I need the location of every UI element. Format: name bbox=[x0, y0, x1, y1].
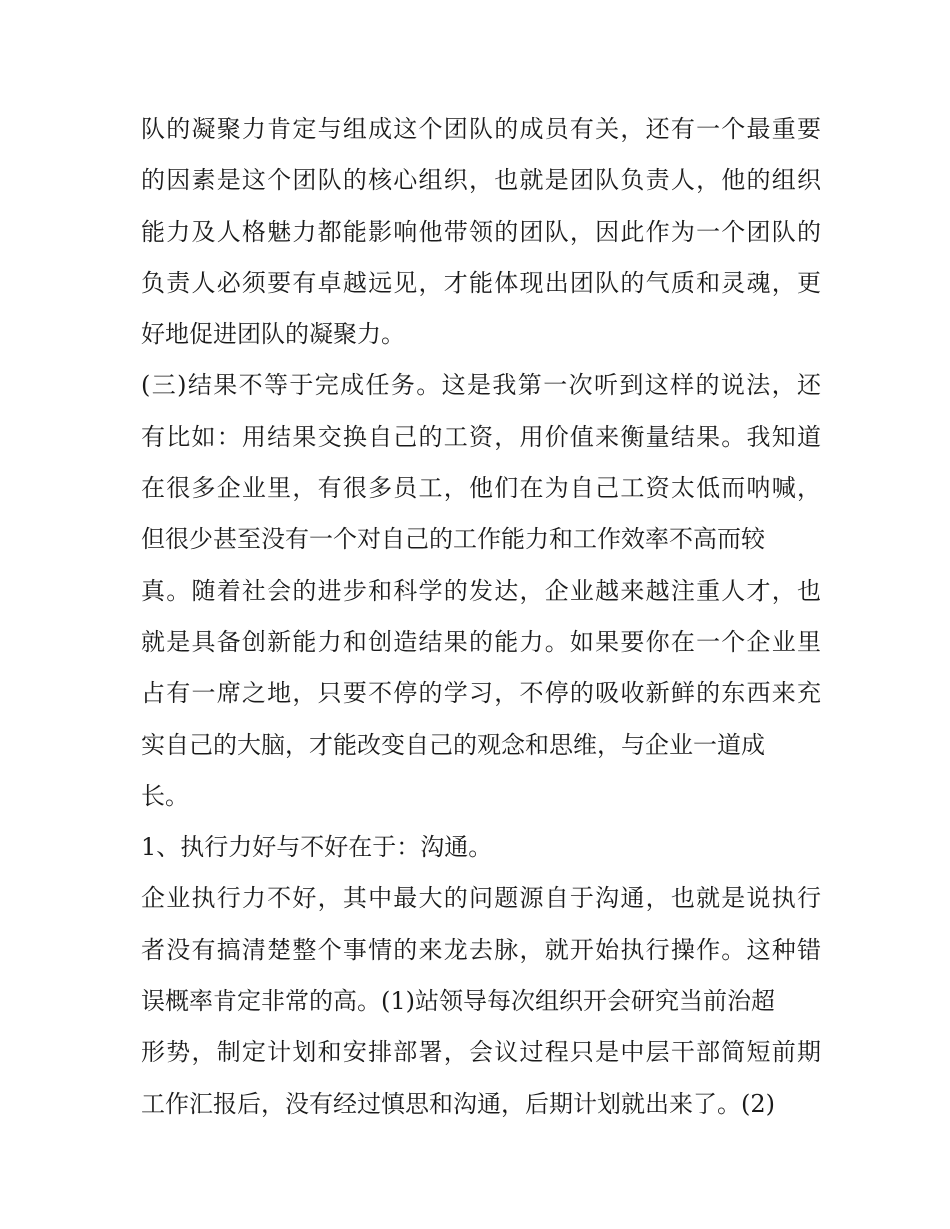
text-line-1: 队的凝聚力肯定与组成这个团队的成员有关，还有一个最重要 bbox=[141, 115, 821, 143]
text-line-11: 就是具备创新能力和创造结果的能力。如果要你在一个企业里 bbox=[141, 627, 821, 656]
text-line-20: 工作汇报后，没有经过慎思和沟通，后期计划就出来了。(2) bbox=[141, 1089, 775, 1118]
document-body bbox=[141, 104, 821, 1130]
text-line-19: 形势，制定计划和安排部署，会议过程只是中层干部简短前期 bbox=[141, 1038, 821, 1067]
section-heading: 1、执行力好与不好在于：沟通。 bbox=[141, 833, 493, 862]
text-line-7: 有比如：用结果交换自己的工资，用价值来衡量结果。我知道 bbox=[141, 422, 821, 451]
text-line-6: (三)结果不等于完成任务。这是我第一次听到这样的说法，还 bbox=[141, 371, 821, 400]
text-line-13: 实自己的大脑，才能改变自己的观念和思维，与企业一道成 bbox=[141, 730, 765, 759]
text-line-8: 在很多企业里，有很多员工，他们在为自己工资太低而呐喊， bbox=[141, 474, 821, 503]
text-line-12: 占有一席之地，只要不停的学习，不停的吸收新鲜的东西来充 bbox=[141, 679, 821, 708]
text-line-3: 能力及人格魅力都能影响他带领的团队，因此作为一个团队的 bbox=[141, 217, 821, 246]
text-line-9: 但很少甚至没有一个对自己的工作能力和工作效率不高而较 bbox=[141, 525, 765, 554]
text-line-17: 者没有搞清楚整个事情的来龙去脉，就开始执行操作。这种错 bbox=[141, 935, 821, 964]
text-line-2: 的因素是这个团队的核心组织，也就是团队负责人，他的组织 bbox=[141, 166, 821, 195]
text-line-10: 真。随着社会的进步和科学的发达，企业越来越注重人才，也 bbox=[141, 576, 821, 605]
text-line-18: 误概率肯定非常的高。(1)站领导每次组织开会研究当前治超 bbox=[141, 987, 775, 1016]
text-line-16: 企业执行力不好，其中最大的问题源自于沟通，也就是说执行 bbox=[141, 884, 821, 913]
text-line-14: 长。 bbox=[141, 781, 189, 810]
text-line-4: 负责人必须要有卓越远见，才能体现出团队的气质和灵魂，更 bbox=[141, 268, 821, 297]
text-line-5: 好地促进团队的凝聚力。 bbox=[141, 320, 405, 349]
